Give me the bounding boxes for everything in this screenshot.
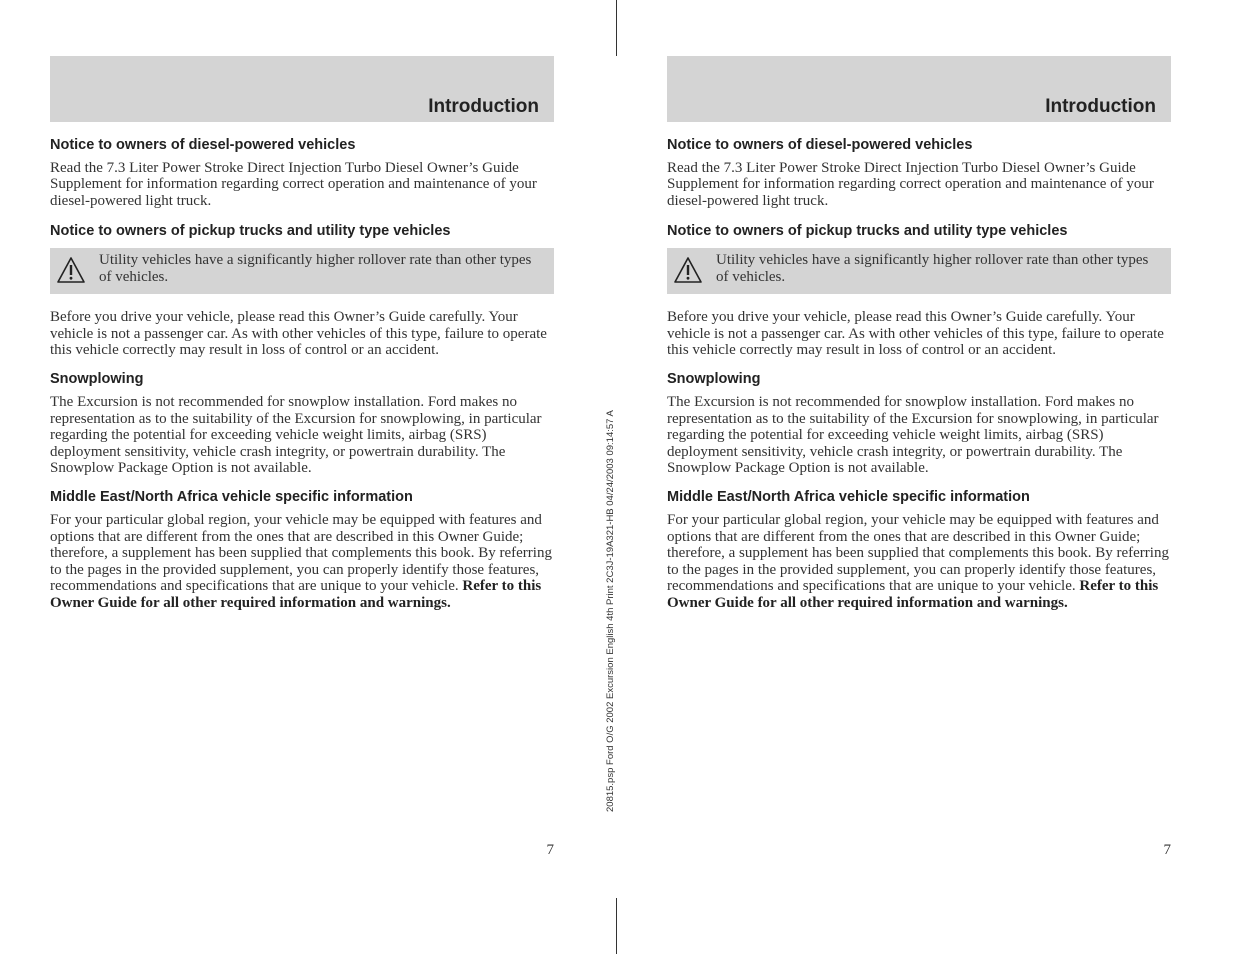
heading-mena: Middle East/North Africa vehicle specific information: [50, 489, 413, 506]
heading-snowplowing: Snowplowing: [667, 371, 761, 388]
header-bar: [50, 56, 554, 122]
text-mena-regular: For your particular global region, your vehicle may be equipped with features and options that are different from the ones that are described in this Owner Guide; therefore, a supplement has been supplied that complements this book. By referring to the pages in the provided supplement, you can properly identify those features, recommendations and specifications that are unique to your vehicle.: [667, 512, 1169, 595]
warning-box: [50, 248, 554, 294]
warning-triangle-icon: [673, 256, 703, 284]
text-mena-regular: For your particular global region, your vehicle may be equipped with features and options that are different from the ones that are described in this Owner Guide; therefore, a supplement has been supplied that complements this book. By referring to the pages in the provided supplement, you can properly identify those features, recommendations and specifications that are unique to your vehicle.: [50, 512, 552, 595]
warning-box: [667, 248, 1171, 294]
page-number: 7: [1163, 842, 1171, 858]
warning-text: Utility vehicles have a significantly higher rollover rate than other types of vehicles.: [716, 252, 1149, 286]
header-bar: [667, 56, 1171, 122]
print-slug: 20815.psp Ford O/G 2002 Excursion English 4th Print 2C3J-19A321-HB 04/24/2003 09:14:57 A: [605, 410, 616, 812]
text-mena-bold: Refer to this Owner Guide for all other required information and warnings.: [667, 578, 1159, 611]
crop-mark-bottom: [616, 898, 617, 954]
heading-diesel-notice: Notice to owners of diesel-powered vehicles: [50, 137, 356, 153]
text-snowplowing: The Excursion is not recommended for snowplow installation. Ford makes no representation as to the suitability of the Excursion for snowplowing, in particular regarding the potential for exceeding vehicle weight limits, airbag (SRS) deployment sensitivity, vehicle crash integrity, or powertrain durability. The Snowplow Package Option is not available.: [667, 394, 1159, 477]
text-diesel-notice: Read the 7.3 Liter Power Stroke Direct Injection Turbo Diesel Owner’s Guide Supplement for information regarding correct operation and maintenance of your diesel-powered light truck.: [667, 160, 1154, 209]
text-snowplowing: The Excursion is not recommended for snowplow installation. Ford makes no representation as to the suitability of the Excursion for snowplowing, in particular regarding the potential for exceeding vehicle weight limits, airbag (SRS) deployment sensitivity, vehicle crash integrity, or powertrain durability. The Snowplow Package Option is not available.: [50, 394, 542, 477]
warning-triangle-icon: [56, 256, 86, 284]
warning-text: Utility vehicles have a significantly higher rollover rate than other types of vehicles.: [99, 252, 532, 286]
heading-diesel-notice: Notice to owners of diesel-powered vehicles: [667, 137, 973, 153]
right-page: [667, 56, 1171, 866]
text-before-drive: Before you drive your vehicle, please read this Owner’s Guide carefully. Your vehicle is not a passenger car. As with other vehicles of this type, failure to operate this vehicle correctly may result in loss of control or an accident.: [50, 309, 547, 359]
page-title: Introduction: [1045, 96, 1156, 117]
heading-pickup-notice: Notice to owners of pickup trucks and utility type vehicles: [50, 223, 451, 240]
text-mena: [667, 512, 1171, 610]
heading-snowplowing: Snowplowing: [50, 371, 144, 388]
text-diesel-notice: Read the 7.3 Liter Power Stroke Direct Injection Turbo Diesel Owner’s Guide Supplement for information regarding correct operation and maintenance of your diesel-powered light truck.: [50, 160, 537, 209]
text-before-drive: Before you drive your vehicle, please read this Owner’s Guide carefully. Your vehicle is not a passenger car. As with other vehicles of this type, failure to operate this vehicle correctly may result in loss of control or an accident.: [667, 309, 1164, 359]
text-mena-bold: Refer to this Owner Guide for all other required information and warnings.: [50, 578, 542, 611]
heading-pickup-notice: Notice to owners of pickup trucks and utility type vehicles: [667, 223, 1068, 240]
heading-mena: Middle East/North Africa vehicle specific information: [667, 489, 1030, 506]
page-title: Introduction: [428, 96, 539, 117]
left-page: [50, 56, 554, 866]
crop-mark-top: [616, 0, 617, 56]
page-number: 7: [546, 842, 554, 858]
text-mena: [50, 512, 554, 610]
